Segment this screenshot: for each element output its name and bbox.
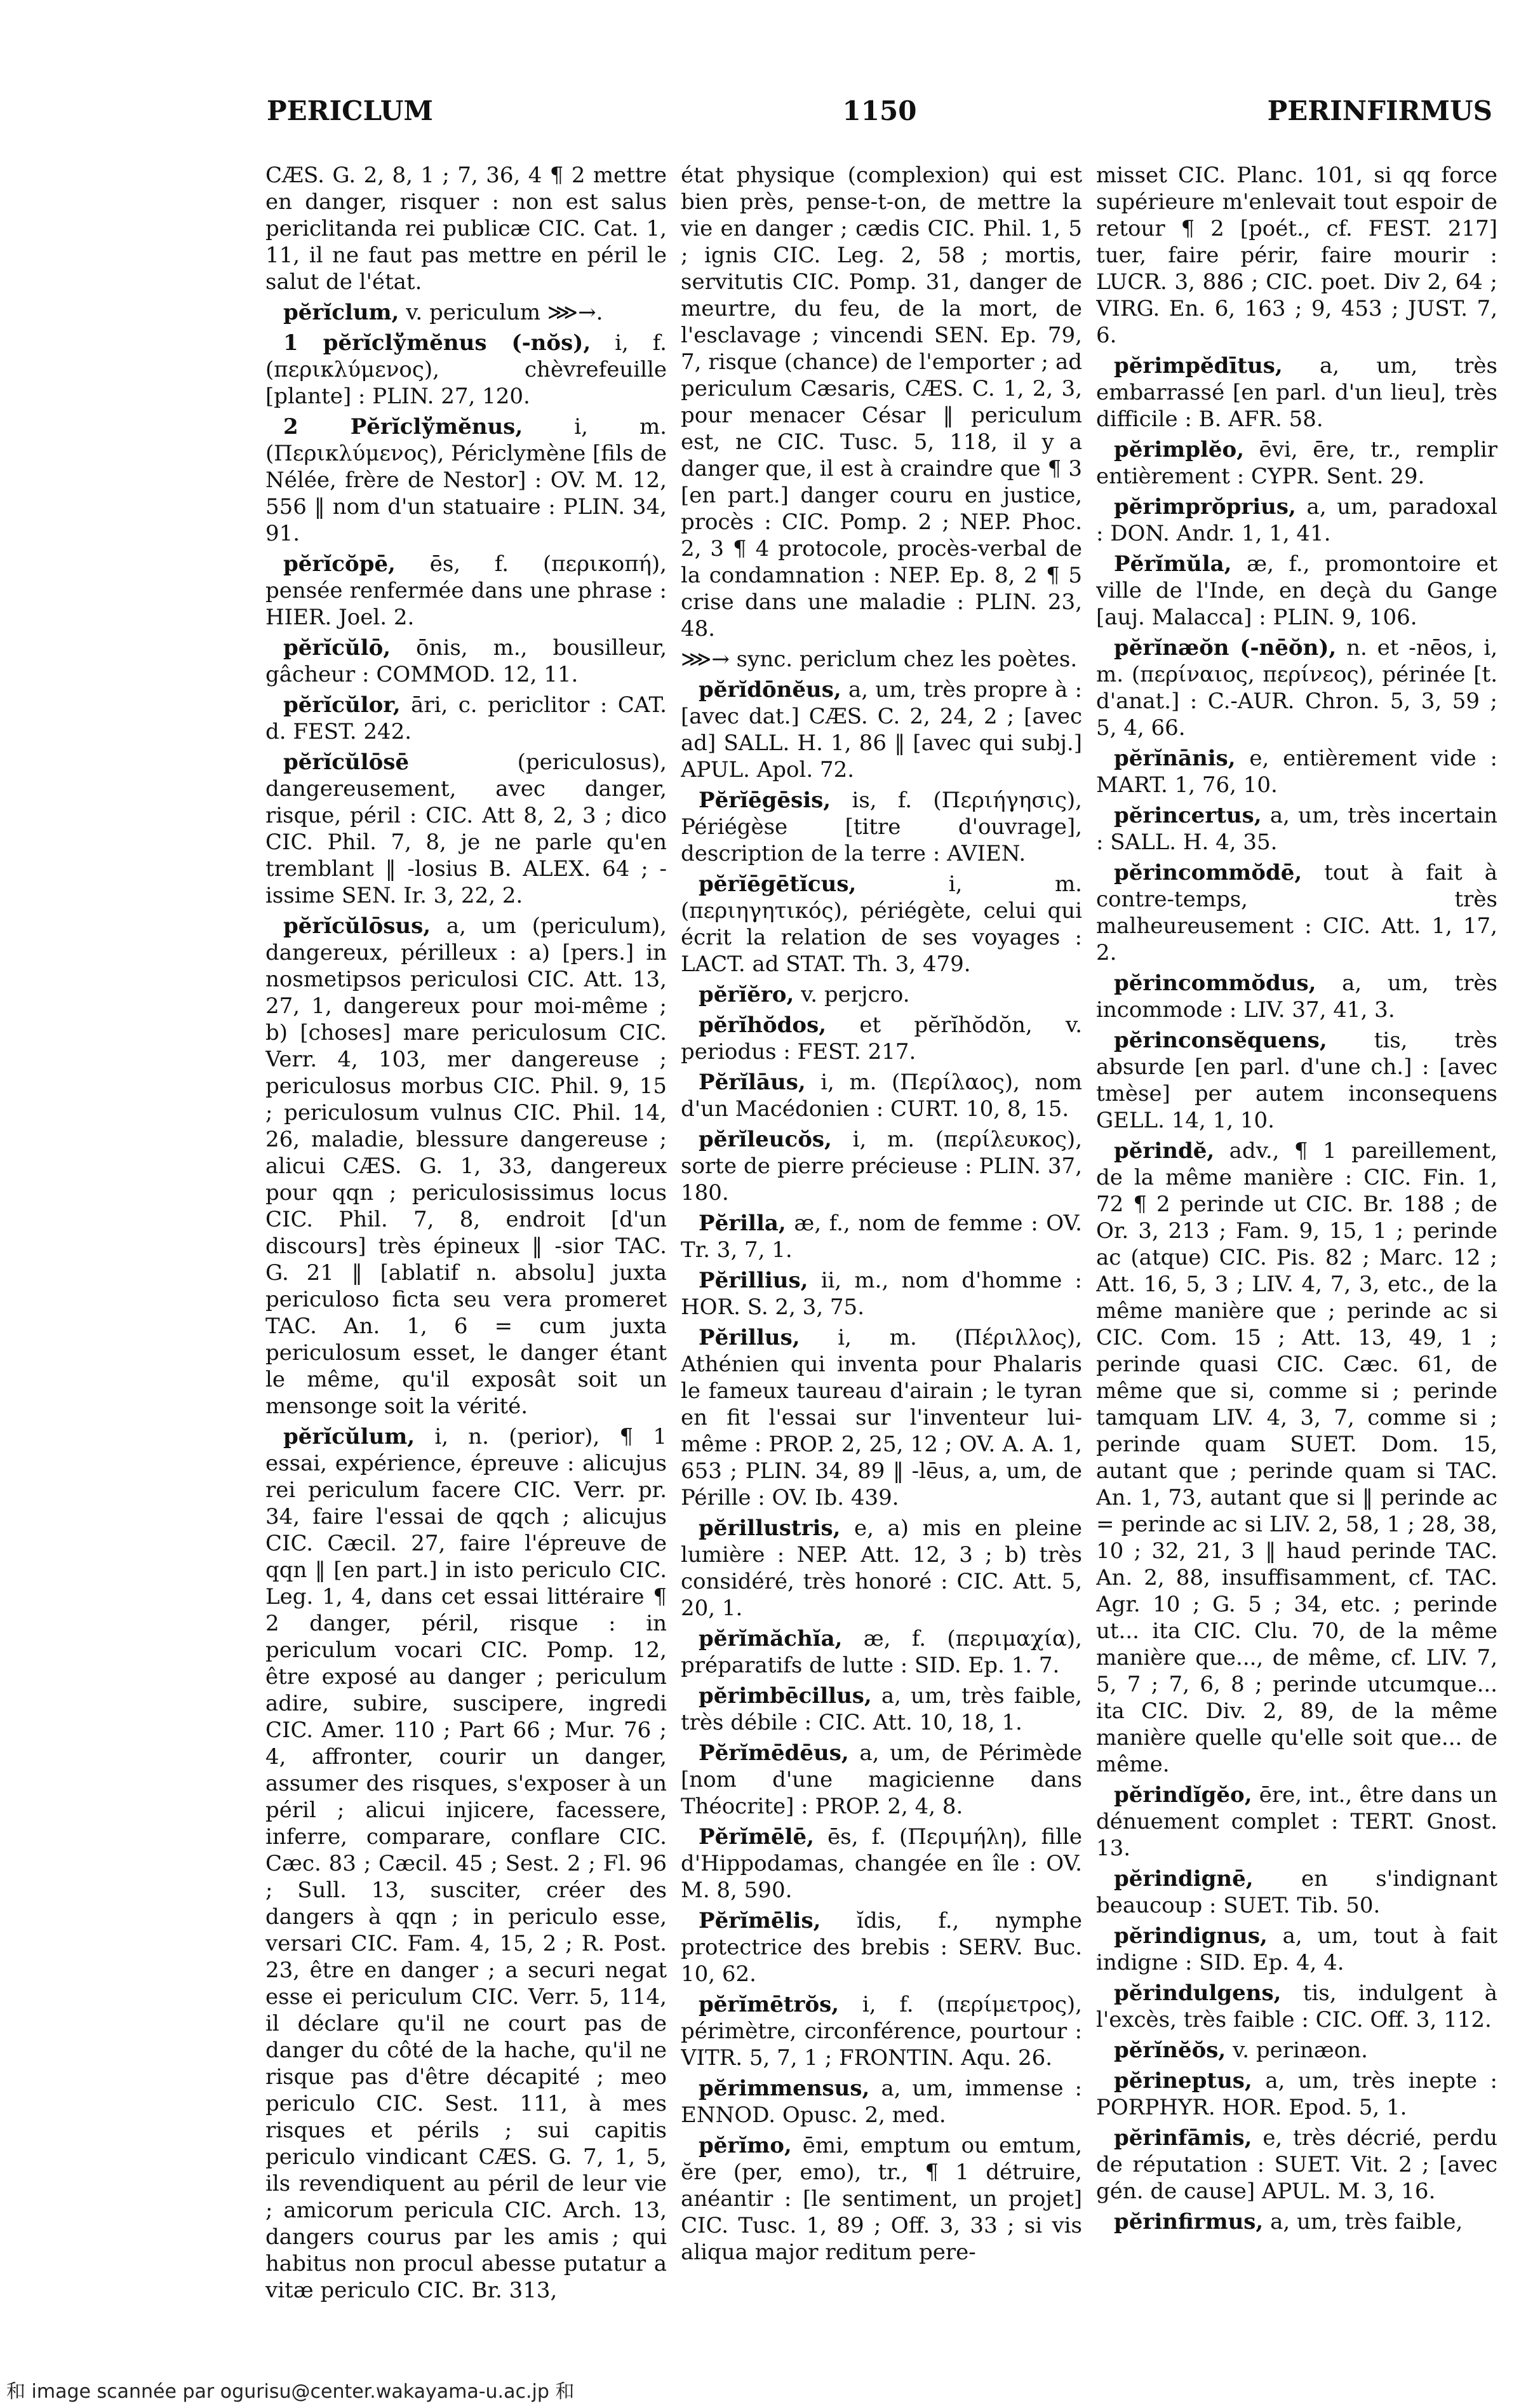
dictionary-entry bbox=[1096, 1138, 1497, 1778]
dictionary-entry bbox=[681, 871, 1082, 978]
dictionary-entry bbox=[265, 1423, 667, 2304]
entry-headword: pĕrĭēgētĭcus, bbox=[699, 871, 857, 897]
entry-text: i, m. (Περίλαος), nom d'un Macédonien : CURT. 10, 8, 15. bbox=[681, 1070, 1082, 1122]
dictionary-entry bbox=[1096, 2067, 1497, 2121]
entry-headword: pĕrimpĕdītus, bbox=[1114, 353, 1283, 379]
entry-headword: pĕrillustris, bbox=[699, 1516, 841, 1541]
dictionary-entry bbox=[1096, 2125, 1497, 2205]
entry-text: ēvi, ēre, tr., remplir entièrement : CYPR. Sent. 29. bbox=[1096, 437, 1497, 489]
entry-headword: Pĕrillus, bbox=[699, 1325, 800, 1350]
dictionary-entry bbox=[681, 1740, 1082, 1820]
entry-text: i, m. (περίλευκος), sorte de pierre précieuse : PLIN. 37, 180. bbox=[681, 1127, 1082, 1206]
entry-text: āri, c. periclitor : CAT. d. FEST. 242. bbox=[265, 692, 667, 744]
entry-text: v. perinæon. bbox=[1233, 2038, 1368, 2063]
entry-headword: pĕrincommŏdus, bbox=[1114, 971, 1316, 996]
entry-headword: pĕrĭcŭlum, bbox=[283, 1424, 415, 1449]
entry-text: tis, très absurde [en parl. d'une ch.] : [avec tmèse] per autem inconsequens GELL. 14, 1, 10. bbox=[1096, 1028, 1497, 1133]
dictionary-entry bbox=[1096, 353, 1497, 433]
dictionary-entry bbox=[1096, 1782, 1497, 1862]
entry-text: CÆS. G. 2, 8, 1 ; 7, 36, 4 ¶ 2 mettre en danger, risquer : non est salus periclitanda rei publicæ CIC. Cat. 1, 11, il ne faut pas mettre en péril le salut de l'état. bbox=[265, 163, 667, 295]
entry-headword: pĕrĭhŏdos, bbox=[699, 1012, 827, 1038]
entry-text: æ, f., nom de femme : OV. Tr. 3, 7, 1. bbox=[681, 1211, 1082, 1263]
entry-headword: Pĕrilla, bbox=[699, 1211, 786, 1236]
entry-text: ēre, int., être dans un dénuement complet : TERT. Gnost. 13. bbox=[1096, 1782, 1497, 1861]
entry-headword: pĕrincommŏdē, bbox=[1114, 860, 1302, 885]
dictionary-entry bbox=[1096, 802, 1497, 856]
dictionary-entry bbox=[681, 162, 1082, 642]
entry-text: v. perjcro. bbox=[801, 982, 910, 1007]
entry-text: a, um, immense : ENNOD. Opusc. 2, med. bbox=[681, 2076, 1082, 2128]
entry-headword: Pĕrillius, bbox=[699, 1268, 808, 1293]
entry-text: æ, f. (περιμαχία), préparatifs de lutte : SID. Ep. 1. 7. bbox=[681, 1626, 1082, 1678]
header-right-guide-word: PERINFIRMUS bbox=[1267, 95, 1492, 126]
dictionary-entry bbox=[681, 787, 1082, 867]
dictionary-entry bbox=[1096, 970, 1497, 1023]
entry-headword: 2 Pĕrĭclўmĕnus, bbox=[283, 414, 523, 440]
entry-text: n. et -nēos, i, m. (περίναιος, περίνεος), périnée [t. d'anat.] : C.-AUR. Chron. 5, 3, 59 ; 5, 4, 66. bbox=[1096, 635, 1497, 741]
dictionary-entry bbox=[1096, 1865, 1497, 1919]
entry-headword: pĕrinfāmis, bbox=[1114, 2125, 1252, 2151]
entry-headword: pĕrimbēcillus, bbox=[699, 1683, 872, 1709]
dictionary-entry bbox=[1096, 436, 1497, 490]
entry-headword: pĕrimprŏprius, bbox=[1114, 494, 1296, 520]
entry-headword: pĕrindignē, bbox=[1114, 1866, 1254, 1892]
dictionary-entry bbox=[681, 1012, 1082, 1065]
dictionary-entry bbox=[681, 1625, 1082, 1679]
dictionary-entry bbox=[1096, 551, 1497, 631]
dictionary-entry bbox=[1096, 2208, 1497, 2235]
entry-text: a, um, de Périmède [nom d'une magicienne dans Théocrite] : PROP. 2, 4, 8. bbox=[681, 1740, 1082, 1819]
dictionary-entry bbox=[265, 330, 667, 410]
entry-text: ĭdis, f., nymphe protectrice des brebis : SERV. Buc. 10, 62. bbox=[681, 1908, 1082, 1987]
entry-text: ēs, f. (Περιμήλη), fille d'Hippodamas, changée en île : OV. M. 8, 590. bbox=[681, 1824, 1082, 1903]
dictionary-entry bbox=[265, 551, 667, 631]
entry-text: tis, indulgent à l'excès, très faible : CIC. Off. 3, 112. bbox=[1096, 1980, 1497, 2033]
entry-headword: pĕrineptus, bbox=[1114, 2068, 1252, 2093]
column-2 bbox=[681, 162, 1082, 2328]
dictionary-entry bbox=[1096, 1980, 1497, 2033]
dictionary-entry bbox=[1096, 635, 1497, 741]
column-1 bbox=[265, 162, 667, 2328]
entry-text: ēmi, emptum ou emtum, ĕre (per, emo), tr., ¶ 1 détruire, anéantir : [le sentiment, un projet] CIC. Tusc. 1, 89 ; Off. 3, 33 ; si vis aliqua major reditum pere- bbox=[681, 2133, 1082, 2265]
dictionary-entry bbox=[265, 635, 667, 688]
entry-text: misset CIC. Planc. 101, si qq force supérieure m'enlevait tout espoir de retour ¶ 2 [poét., cf. FEST. 217] tuer, faire périr, faire mourir : LUCR. 3, 886 ; CIC. poet. Div 2, 64 ; VIRG. En. 6, 163 ; 9, 453 ; JUST. 7, 6. bbox=[1096, 163, 1497, 348]
dictionary-entry bbox=[681, 1069, 1082, 1122]
entry-headword: pĕrĭnānis, bbox=[1114, 746, 1236, 771]
entry-text: i, m. (Πέριλλος), Athénien qui inventa pour Phalaris le fameux taureau d'airain ; le tyran en fit l'essai sur l'inventeur lui-même : PROP. 2, 25, 12 ; OV. A. A. 1, 653 ; PLIN. 34, 89 ‖ -lēus, a, um, de Pérille : OV. Ib. 439. bbox=[681, 1325, 1082, 1510]
dictionary-entry bbox=[681, 1824, 1082, 1904]
dictionary-entry bbox=[681, 1907, 1082, 1987]
dictionary-entry bbox=[1096, 859, 1497, 966]
entry-headword: pĕrimmensus, bbox=[699, 2076, 870, 2101]
dictionary-entry bbox=[681, 1324, 1082, 1511]
entry-text: a, um, tout à fait indigne : SID. Ep. 4, 4. bbox=[1096, 1923, 1497, 1975]
dictionary-entry bbox=[681, 2132, 1082, 2266]
dictionary-entry bbox=[681, 1126, 1082, 1206]
entry-text: (periculosus), dangereusement, avec danger, risque, péril : CIC. Att 8, 2, 3 ; dico CIC. Phil. 7, 8, je ne parle qu'en tremblant ‖ -losius B. ALEX. 64 ; -issime SEN. Ir. 3, 22, 2. bbox=[265, 749, 667, 908]
entry-headword: pĕrindignus, bbox=[1114, 1923, 1268, 1949]
entry-text: ōnis, m., bousilleur, gâcheur : COMMOD. 12, 11. bbox=[265, 635, 667, 687]
dictionary-entry bbox=[265, 413, 667, 547]
entry-headword: pĕrimplĕo, bbox=[1114, 437, 1245, 462]
entry-headword: Pĕrĭmēlē, bbox=[699, 1824, 815, 1850]
entry-text: a, um, très faible, bbox=[1270, 2209, 1463, 2235]
entry-headword: pĕrĭdōnĕus, bbox=[699, 677, 841, 702]
entry-text: a, um, très incertain : SALL. H. 4, 35. bbox=[1096, 803, 1497, 855]
header-left-guide-word: PERICLUM bbox=[267, 95, 433, 126]
entry-headword: pĕrĭclum, bbox=[283, 300, 399, 325]
entry-text: i, f. (περικλύμενος), chèvrefeuille [plante] : PLIN. 27, 120. bbox=[265, 330, 667, 409]
entry-text: i, m. (Περικλύμενος), Périclymène [fils de Nélée, frère de Nestor] : OV. M. 12, 556 ‖ nom d'un statuaire : PLIN. 34, 91. bbox=[265, 414, 667, 546]
page-header bbox=[267, 95, 1492, 140]
entry-text: v. periculum ⋙→. bbox=[406, 300, 603, 325]
entry-headword: pĕrinconsĕquens, bbox=[1114, 1028, 1327, 1053]
dictionary-entry bbox=[1096, 1027, 1497, 1134]
page-footer bbox=[0, 2376, 1540, 2401]
entry-headword: pĕrincertus, bbox=[1114, 803, 1262, 828]
entry-text: ii, m., nom d'homme : HOR. S. 2, 3, 75. bbox=[681, 1268, 1082, 1320]
dictionary-entry bbox=[265, 749, 667, 909]
entry-headword: pĕrĭmo, bbox=[699, 2133, 792, 2158]
dictionary-entry bbox=[681, 1683, 1082, 1736]
entry-headword: pĕrĭcŏpē, bbox=[283, 551, 396, 577]
dictionary-entry bbox=[681, 1991, 1082, 2071]
entry-text: en s'indignant beaucoup : SUET. Tib. 50. bbox=[1096, 1866, 1497, 1918]
entry-headword: pĕrĭcŭlōsē bbox=[283, 749, 410, 775]
dictionary-entry bbox=[681, 1515, 1082, 1622]
entry-text: e, très décrié, perdu de réputation : SUET. Vit. 2 ; [avec gén. de cause] APUL. M. 3, 16. bbox=[1096, 2125, 1497, 2204]
entry-text: a, um, très embarrassé [en parl. d'un lieu], très difficile : B. AFR. 58. bbox=[1096, 353, 1497, 432]
dictionary-entry bbox=[1096, 1923, 1497, 1976]
dictionary-entry bbox=[681, 646, 1082, 673]
entry-text: adv., ¶ 1 pareillement, de la même manière : CIC. Fin. 1, 72 ¶ 2 perinde ut CIC. Br. 188 ; de Or. 3, 213 ; Fam. 9, 15, 1 ; perinde ac (atque) CIC. Pis. 82 ; Marc. 12 ; Att. 16, 5, 3 ; LIV. 4, 7, 3, etc., de la même manière que ; perinde ac si CIC. Com. 15 ; Att. 13, 49, 1 ; perinde quasi CIC. Cæc. 61, de même que si, comme si ; perinde tamquam LIV. 4, 3, 7, comme si ; perinde quam SUET. Dom. 15, autant que ; perinde quam si TAC. An. 1, 73, autant que si ‖ perinde ac = perinde ac si LIV. 2, 58, 1 ; 28, 38, 10 ; 32, 21, 3 ‖ haud perinde TAC. An. 2, 88, insuffisamment, cf. TAC. Agr. 10 ; G. 5 ; 34, etc. ; perinde ut... ita CIC. Clu. 70, de la même manière que..., de même, cf. LIV. 7, 5, 7 ; 7, 6, 8 ; perinde utcumque... ita CIC. Div. 2, 89, de la même manière quelle qu'elle soit que... de même. bbox=[1096, 1138, 1497, 1777]
entry-headword: Pĕrĭlāus, bbox=[699, 1070, 806, 1095]
entry-headword: Pĕrĭmēdēus, bbox=[699, 1740, 849, 1766]
dictionary-entry bbox=[1096, 162, 1497, 349]
entry-text: tout à fait à contre-temps, très malheureusement : CIC. Att. 1, 17, 2. bbox=[1096, 860, 1497, 965]
dictionary-entry bbox=[1096, 745, 1497, 798]
dictionary-entry bbox=[681, 1267, 1082, 1321]
entry-headword: pĕrĭcŭlōsus, bbox=[283, 913, 431, 939]
dictionary-entry bbox=[265, 692, 667, 745]
entry-headword: pĕrĭnĕŏs, bbox=[1114, 2038, 1226, 2063]
entry-text: a, um (periculum), dangereux, périlleux : a) [pers.] in nosmetipsos periculosi CIC. Att. 13, 27, 1, dangereux pour moi-même ; b) [choses] mare periculosum CIC. Verr. 4, 103, mer dangereuse ; periculosus morbus CIC. Phil. 9, 15 ; periculosum vulnus CIC. Phil. 14, 26, maladie, blessure dangereuse ; alicui CÆS. G. 1, 33, dangereux pour qqn ; periculosissimus locus CIC. Phil. 7, 8, endroit [d'un discours] très épineux ‖ -sior TAC. G. 21 ‖ [ablatif n. absolu] juxta periculoso ficta seu vera promeret TAC. An. 1, 6 = cum juxta periculosum esset, le danger étant le même, qu'il exposât soit un mensonge soit la vérité. bbox=[265, 913, 667, 1419]
dictionary-entry bbox=[681, 2075, 1082, 2128]
dictionary-entry bbox=[265, 913, 667, 1420]
dictionary-entry bbox=[681, 676, 1082, 783]
entry-text: a, um, très propre à : [avec dat.] CÆS. C. 2, 24, 2 ; [avec ad] SALL. H. 1, 86 ‖ [avec qui subj.] APUL. Apol. 72. bbox=[681, 677, 1082, 783]
dictionary-entry bbox=[1096, 494, 1497, 547]
entry-text: i, n. (perior), ¶ 1 essai, expérience, épreuve : alicujus rei periculum facere CIC. Verr. pr. 34, faire l'essai de qqch ; alicujus CIC. Cæcil. 27, faire l'épreuve de qqn ‖ [en part.] in isto periculo CIC. Leg. 1, 4, dans cet essai littéraire ¶ 2 danger, péril, risque : in periculum vocari CIC. Pomp. 12, être exposé au danger ; periculum adire, subire, suscipere, ingredi CIC. Amer. 110 ; Part 66 ; Mur. 76 ; 4, affronter, courir un danger, assumer des risques, s'exposer à un péril ; alicui injicere, facessere, inferre, comparare, conflare CIC. Cæc. 83 ; Cæcil. 45 ; Sest. 2 ; Fl. 96 ; Sull. 13, susciter, créer des dangers à qqn ; in periculo esse, versari CIC. Fam. 4, 15, 2 ; R. Post. 23, être en danger ; a securi negat esse ei periculum CIC. Verr. 5, 114, il déclare qu'il ne court pas de danger du côté de la hache, qu'il ne risque pas d'être décapité ; meo periculo CIC. Sest. 111, à mes risques et périls ; sui capitis periculo vindicant CÆS. G. 7, 1, 5, ils revendiquent au péril de leur vie ; amicorum pericula CIC. Arch. 13, dangers courus par les amis ; qui habitus non procul abesse putatur a vitæ periculo CIC. Br. 313, bbox=[265, 1424, 667, 2303]
entry-headword: pĕrinfirmus, bbox=[1114, 2209, 1264, 2235]
dictionary-entry bbox=[265, 162, 667, 295]
entry-text: is, f. (Περιήγησις), Périégèse [titre d'ouvrage], description de la terre : AVIEN. bbox=[681, 788, 1082, 866]
entry-headword: pĕrindulgens, bbox=[1114, 1980, 1282, 2006]
entry-text: i, f. (περίμετρος), périmètre, circonférence, pourtour : VITR. 5, 7, 1 ; FRONTIN. Aqu. 26. bbox=[681, 1992, 1082, 2071]
column-3 bbox=[1096, 162, 1497, 2328]
entry-headword: Pĕrĭmēlis, bbox=[699, 1908, 821, 1933]
entry-text: ēs, f. (περικοπή), pensée renfermée dans une phrase : HIER. Joel. 2. bbox=[265, 551, 667, 630]
dictionary-entry bbox=[265, 299, 667, 326]
entry-text: a, um, très incommode : LIV. 37, 41, 3. bbox=[1096, 971, 1497, 1023]
entry-text: e, a) mis en pleine lumière : NEP. Att. 12, 3 ; b) très considéré, très honoré : CIC. Att. 5, 20, 1. bbox=[681, 1516, 1082, 1621]
entry-text: a, um, paradoxal : DON. Andr. 1, 1, 41. bbox=[1096, 494, 1497, 546]
entry-text: e, entièrement vide : MART. 1, 76, 10. bbox=[1096, 746, 1497, 798]
scan-credit: 和 image scannée par ogurisu@center.wakayama-u.ac.jp 和 bbox=[6, 2381, 575, 2403]
entry-headword: pĕrĭnæŏn (-nēŏn), bbox=[1114, 635, 1337, 661]
entry-headword: pĕrĭcŭlor, bbox=[283, 692, 401, 718]
entry-headword: pĕrĭmăchĭa, bbox=[699, 1626, 843, 1651]
entry-headword: pĕrĭleucŏs, bbox=[699, 1127, 832, 1152]
entry-text: ⋙→ sync. periclum chez les poètes. bbox=[681, 647, 1078, 672]
entry-headword: pĕrindĭgĕo, bbox=[1114, 1782, 1252, 1808]
entry-headword: 1 pĕrĭclўmĕnus (-nŏs), bbox=[283, 330, 591, 356]
dictionary-entry bbox=[1096, 2037, 1497, 2064]
entry-text: æ, f., promontoire et ville de l'Inde, en deçà du Gange [auj. Malacca] : PLIN. 9, 106. bbox=[1096, 551, 1497, 630]
entry-headword: pĕrĭcŭlō, bbox=[283, 635, 391, 661]
entry-headword: pĕrindĕ, bbox=[1114, 1138, 1215, 1164]
entry-text: et pĕrĭhŏdŏn, v. periodus : FEST. 217. bbox=[681, 1012, 1082, 1065]
entry-text: état physique (complexion) qui est bien près, pense-t-on, de mettre la vie en danger ; cædis CIC. Phil. 1, 5 ; ignis CIC. Leg. 2, 58 ; mortis, servitutis CIC. Pomp. 31, danger de meurtre, du feu, de la mort, de l'esclavage ; vincendi SEN. Ep. 79, 7, risque (chance) de l'emporter ; ad periculum Cæsaris, CÆS. C. 1, 2, 3, pour menacer César ‖ periculum est, ne CIC. Tusc. 5, 118, il y a danger que, il est à craindre que ¶ 3 [en part.] danger couru en justice, procès : CIC. Pomp. 2 ; NEP. Phoc. 2, 3 ¶ 4 protocole, procès-verbal de la condamnation : NEP. Ep. 8, 2 ¶ 5 crise dans une maladie : PLIN. 23, 48. bbox=[681, 163, 1082, 642]
entry-headword: Pĕrĭmŭla, bbox=[1114, 551, 1232, 577]
entry-headword: pĕrĭĕro, bbox=[699, 982, 794, 1007]
entry-headword: Pĕrĭēgēsis, bbox=[699, 788, 831, 813]
entry-text: a, um, très faible, très débile : CIC. Att. 10, 18, 1. bbox=[681, 1683, 1082, 1735]
dictionary-entry bbox=[681, 1210, 1082, 1263]
page-number: 1150 bbox=[842, 95, 917, 126]
dictionary-entry bbox=[681, 981, 1082, 1008]
entry-text: i, m. (περιηγητικός), périégète, celui qui écrit la relation de ses voyages : LACT. ad STAT. Th. 3, 479. bbox=[681, 871, 1082, 977]
entry-text: a, um, très inepte : PORPHYR. HOR. Epod. 5, 1. bbox=[1096, 2068, 1497, 2120]
entry-headword: pĕrĭmētrŏs, bbox=[699, 1992, 840, 2017]
